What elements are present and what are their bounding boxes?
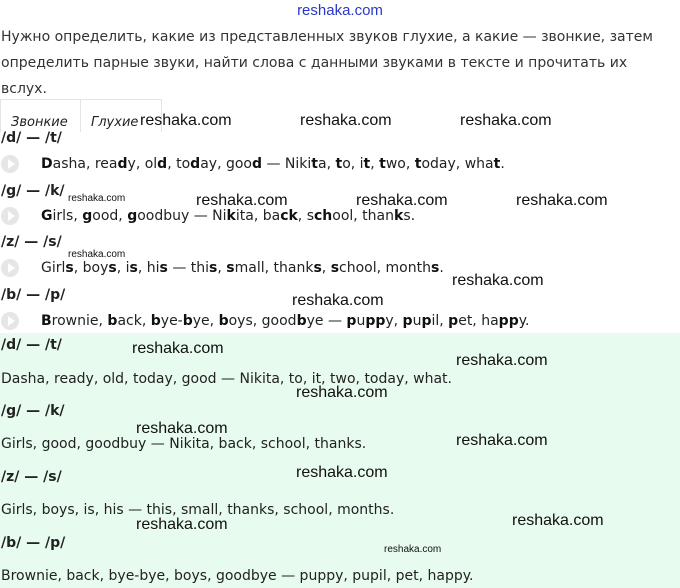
audio-row [1, 312, 529, 330]
pair-label: /z/ — /s/ [1, 234, 62, 250]
watermark: reshaka.com [512, 512, 604, 529]
watermark: reshaka.com [136, 516, 228, 533]
audio-row [1, 259, 444, 277]
tab-bar [0, 99, 162, 132]
watermark: reshaka.com [356, 192, 448, 209]
task-instructions: Нужно определить, какие из представленных звуков глухие, а какие — звонкие, затем определить парные звуки, найти слова с данными звуками в тексте и прочитать их вслух. [1, 29, 653, 97]
site-brand[interactable]: reshaka.com [297, 2, 383, 19]
watermark: reshaka.com [384, 544, 442, 555]
audio-words: Dasha, ready, old, today, good — Nikita, to, it, two, today, what. [41, 156, 505, 172]
pair-label: /b/ — /p/ [1, 287, 66, 303]
answer-pair-label: /d/ — /t/ [1, 337, 62, 353]
audio-words: Brownie, back, bye-bye, boys, goodbye — puppy, pupil, pet, happy. [41, 313, 530, 329]
answer-words: Girls, good, goodbuy — Nikita, back, school, thanks. [1, 436, 367, 452]
play-icon[interactable] [1, 207, 19, 225]
watermark: reshaka.com [300, 112, 392, 129]
answer-pair-label: /b/ — /p/ [1, 535, 66, 551]
watermark: reshaka.com [68, 249, 126, 260]
audio-words: Girls, boys, is, his — this, small, thanks, school, months. [41, 260, 444, 276]
answer-words: Brownie, back, bye-bye, boys, goodbye — puppy, pupil, pet, happy. [1, 568, 474, 584]
tab-voiced[interactable]: Звонкие [11, 115, 68, 130]
audio-row [1, 155, 505, 173]
audio-words: Girls, good, goodbuy — Nikita, back, school, thanks. [41, 208, 416, 224]
pair-label: /d/ — /t/ [1, 130, 62, 146]
watermark: reshaka.com [452, 272, 544, 289]
answer-pair-label: /g/ — /k/ [1, 403, 65, 419]
answer-panel [0, 333, 680, 588]
watermark: reshaka.com [292, 292, 384, 309]
answer-words: Girls, boys, is, his — this, small, thanks, school, months. [1, 502, 395, 518]
play-icon[interactable] [1, 259, 19, 277]
tab-voiceless[interactable]: Глухие [80, 100, 161, 132]
watermark: reshaka.com [296, 464, 388, 481]
watermark: reshaka.com [296, 384, 388, 401]
watermark: reshaka.com [140, 112, 232, 129]
answer-words: Dasha, ready, old, today, good — Nikita, to, it, two, today, what. [1, 371, 452, 387]
answer-pair-label: /z/ — /s/ [1, 469, 62, 485]
watermark: reshaka.com [460, 112, 552, 129]
play-icon[interactable] [1, 312, 19, 330]
pair-label: /g/ — /k/ [1, 183, 65, 199]
watermark: reshaka.com [136, 420, 228, 437]
watermark: reshaka.com [196, 192, 288, 209]
watermark: reshaka.com [516, 192, 608, 209]
watermark: reshaka.com [132, 340, 224, 357]
watermark: reshaka.com [456, 352, 548, 369]
watermark: reshaka.com [68, 193, 126, 204]
play-icon[interactable] [1, 155, 19, 173]
watermark: reshaka.com [456, 432, 548, 449]
